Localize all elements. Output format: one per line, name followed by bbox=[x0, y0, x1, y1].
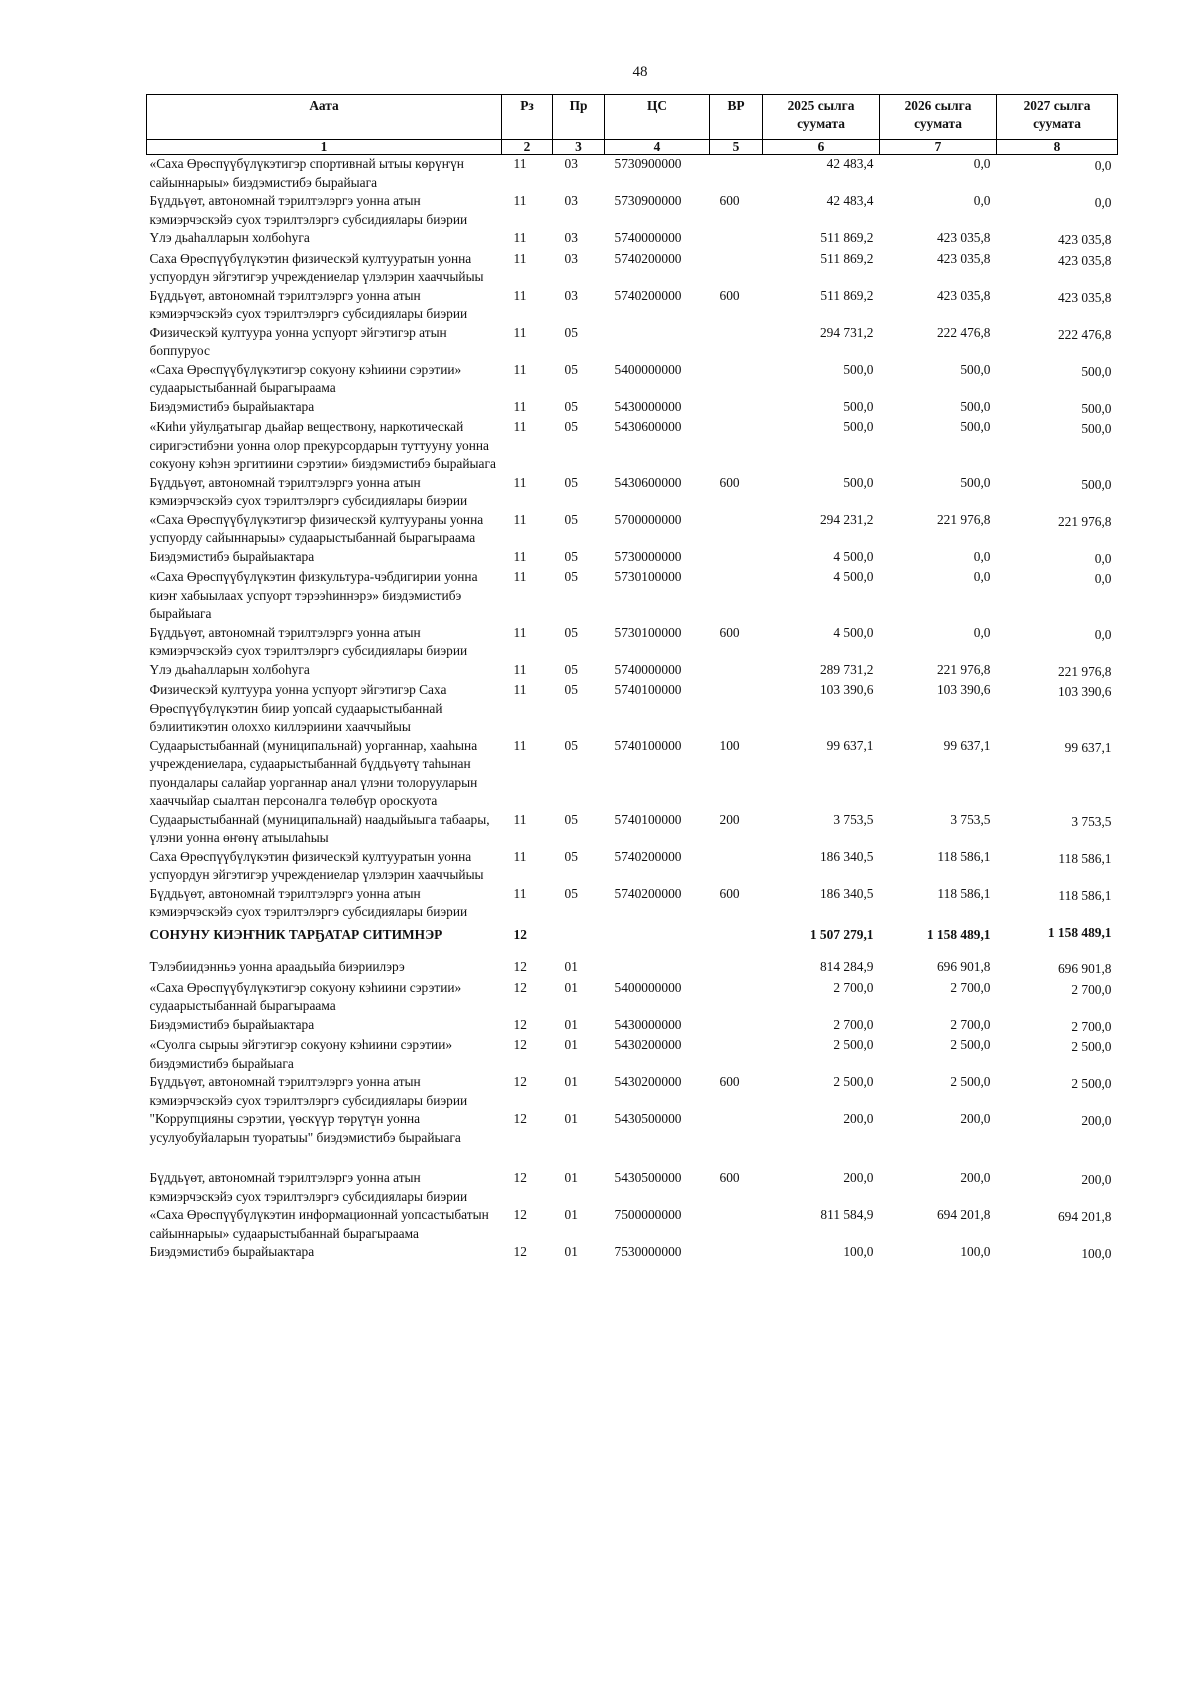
row-name: Биэдэмистибэ бырайыактара bbox=[149, 398, 315, 414]
table-row bbox=[147, 474, 1118, 511]
row-rz: 12 bbox=[513, 1244, 527, 1259]
row-amount-2027: 694 201,8 bbox=[1057, 1209, 1112, 1224]
row-pr: 01 bbox=[564, 1170, 578, 1185]
row-vr bbox=[710, 922, 763, 959]
row-vr bbox=[710, 250, 763, 287]
row-name: Бүддьүөт, автономнай тэрилтэлэргэ уонна атын кэмиэрчэскэйэ суох тэрилтэлэргэ субсидиялары биэрии bbox=[149, 1170, 468, 1204]
row-amount-2025: 99 637,1 bbox=[826, 737, 874, 753]
row-cs bbox=[605, 958, 710, 979]
header-row bbox=[147, 95, 1118, 140]
row-cs: 5430000000 bbox=[614, 1016, 682, 1032]
row-pr: 05 bbox=[564, 661, 578, 677]
row-vr: 100 bbox=[719, 737, 740, 753]
row-rz: 11 bbox=[513, 419, 527, 434]
table-row bbox=[147, 848, 1118, 885]
table-row bbox=[147, 958, 1118, 979]
table-row bbox=[147, 568, 1118, 624]
row-amount-2026: 500,0 bbox=[960, 419, 991, 434]
row-rz: 11 bbox=[513, 156, 527, 171]
row-cs: 5430200000 bbox=[614, 1074, 682, 1089]
row-amount-2027: 221 976,8 bbox=[1057, 663, 1112, 679]
row-amount-2025: 2 500,0 bbox=[833, 1074, 874, 1089]
row-cs: 5740100000 bbox=[614, 737, 682, 753]
row-rz: 12 bbox=[513, 979, 527, 995]
row-pr: 01 bbox=[564, 1037, 578, 1052]
row-amount-2027: 222 476,8 bbox=[1057, 326, 1112, 342]
table-row bbox=[147, 324, 1118, 361]
row-name: Биэдэмистибэ бырайыактара bbox=[149, 1016, 315, 1032]
row-vr: 600 bbox=[719, 624, 740, 640]
row-vr bbox=[710, 155, 763, 193]
table-row bbox=[147, 1016, 1118, 1037]
row-vr bbox=[710, 1036, 763, 1073]
row-name: СОНУНУ КИЭҤНИК ТАРҔАТАР СИТИМНЭР bbox=[149, 926, 443, 942]
header-rz: Рз bbox=[502, 95, 553, 140]
row-pr: 05 bbox=[564, 419, 578, 434]
row-amount-2025: 511 869,2 bbox=[820, 250, 874, 266]
row-cs: 5400000000 bbox=[614, 979, 682, 995]
row-pr: 05 bbox=[564, 324, 578, 340]
row-cs: 5730100000 bbox=[614, 624, 682, 640]
table-row bbox=[147, 1073, 1118, 1110]
row-pr: 05 bbox=[564, 811, 578, 827]
row-name: Бүддьүөт, автономнай тэрилтэлэргэ уонна атын кэмиэрчэскэйэ суох тэрилтэлэргэ субсидиялары биэрии bbox=[149, 885, 468, 919]
table-row bbox=[147, 1206, 1118, 1243]
row-name: Үлэ дьаһалларын холбоһуга bbox=[149, 230, 310, 245]
row-pr: 01 bbox=[564, 959, 578, 974]
row-rz: 12 bbox=[513, 1170, 527, 1185]
row-cs: 5430500000 bbox=[614, 1170, 682, 1185]
row-amount-2026: 1 158 489,1 bbox=[926, 926, 991, 942]
header-2026: 2026 сылга суумата bbox=[880, 95, 997, 140]
row-amount-2027: 2 700,0 bbox=[1071, 1018, 1112, 1034]
row-amount-2025: 3 753,5 bbox=[833, 811, 874, 827]
column-number: 5 bbox=[710, 140, 763, 155]
row-rz: 11 bbox=[513, 250, 527, 266]
header-2025: 2025 сылга суумата bbox=[763, 95, 880, 140]
row-cs: 5700000000 bbox=[614, 511, 682, 527]
row-amount-2027: 696 901,8 bbox=[1057, 961, 1112, 976]
row-vr: 200 bbox=[719, 811, 740, 827]
row-pr: 05 bbox=[564, 885, 578, 901]
row-amount-2025: 511 869,2 bbox=[820, 230, 874, 245]
row-name: Тэлэбиидэнньэ уонна араадьыйа биэриилэрэ bbox=[149, 959, 405, 974]
row-cs: 5430600000 bbox=[614, 474, 682, 490]
column-number: 3 bbox=[553, 140, 605, 155]
row-amount-2027: 500,0 bbox=[1081, 400, 1112, 416]
row-cs bbox=[605, 922, 710, 959]
row-amount-2027: 200,0 bbox=[1081, 1172, 1112, 1187]
row-amount-2025: 200,0 bbox=[843, 1170, 874, 1185]
row-amount-2025: 294 231,2 bbox=[819, 511, 874, 527]
row-vr bbox=[710, 681, 763, 737]
row-amount-2026: 696 901,8 bbox=[936, 959, 991, 974]
row-rz: 11 bbox=[513, 324, 527, 340]
row-amount-2026: 0,0 bbox=[973, 193, 991, 208]
row-amount-2025: 4 500,0 bbox=[833, 569, 874, 584]
row-rz: 12 bbox=[513, 1074, 527, 1089]
table-row bbox=[147, 811, 1118, 848]
row-amount-2025: 500,0 bbox=[843, 474, 874, 490]
table-row bbox=[147, 361, 1118, 398]
row-vr bbox=[710, 568, 763, 624]
row-rz: 11 bbox=[513, 193, 527, 208]
row-amount-2027: 0,0 bbox=[1094, 195, 1112, 210]
row-name: Биэдэмистибэ бырайыактара bbox=[149, 1244, 315, 1259]
table-row bbox=[147, 229, 1118, 250]
row-rz: 11 bbox=[513, 682, 527, 697]
row-cs: 5740200000 bbox=[614, 848, 682, 864]
row-amount-2025: 511 869,2 bbox=[820, 287, 874, 303]
table-row bbox=[147, 737, 1118, 811]
row-amount-2026: 0,0 bbox=[973, 569, 991, 584]
row-vr bbox=[710, 324, 763, 361]
column-number: 6 bbox=[763, 140, 880, 155]
row-amount-2027: 118 586,1 bbox=[1058, 887, 1112, 903]
row-name: Биэдэмистибэ бырайыактара bbox=[149, 548, 315, 564]
row-vr bbox=[710, 418, 763, 474]
row-cs: 5740000000 bbox=[614, 661, 682, 677]
row-vr bbox=[710, 979, 763, 1016]
row-amount-2026: 222 476,8 bbox=[936, 324, 991, 340]
row-cs: 5740000000 bbox=[614, 230, 682, 245]
row-name: Судаарыстыбаннай (муниципальнай) уорганнар, хааһына учреждениелара, судаарыстыбаннай бүддьүөтү таһынан пуондалары салайар уорганнар анал үлэни толорууларын хааччыйар сыалтан персоналга төлөбүр ороскуота bbox=[149, 737, 478, 808]
row-name: Физическэй култуура уонна успуорт эйгэтигэр атын боппуруос bbox=[149, 324, 447, 358]
row-amount-2025: 2 700,0 bbox=[833, 979, 874, 995]
row-name: Саха Өрөспүүбүлүкэтин физическэй култууратын уонна успуордун эйгэтигэр учреждениелар үлэлэрин хааччыйыы bbox=[149, 250, 484, 284]
row-amount-2025: 1 507 279,1 bbox=[809, 926, 874, 942]
row-amount-2027: 0,0 bbox=[1094, 571, 1112, 586]
row-vr: 600 bbox=[719, 1170, 740, 1185]
row-rz: 12 bbox=[513, 1037, 527, 1052]
row-cs: 5730900000 bbox=[614, 193, 682, 208]
row-amount-2025: 100,0 bbox=[843, 1244, 874, 1259]
row-pr: 03 bbox=[564, 250, 578, 266]
row-rz: 11 bbox=[513, 548, 527, 564]
row-amount-2025: 186 340,5 bbox=[819, 848, 874, 864]
row-name: «Суолга сырыы эйгэтигэр сокуону кэһиини сэрэтии» биэдэмистибэ бырайыага bbox=[149, 1037, 453, 1071]
row-amount-2026: 694 201,8 bbox=[936, 1207, 991, 1222]
table-row bbox=[147, 398, 1118, 419]
column-number: 7 bbox=[880, 140, 997, 155]
row-name: Судаарыстыбаннай (муниципальнай) наадыйыыга табаары, үлэни уонна өҥөнү атыылаһыы bbox=[149, 811, 490, 845]
row-rz: 11 bbox=[513, 811, 527, 827]
row-rz: 11 bbox=[513, 398, 527, 414]
row-name: Бүддьүөт, автономнай тэрилтэлэргэ уонна атын кэмиэрчэскэйэ суох тэрилтэлэргэ субсидиялары биэрии bbox=[149, 287, 468, 321]
row-name: Физическэй култуура уонна успуорт эйгэтигэр Саха Өрөспүүбүлүкэтин биир уопсай судаарыстыбаннай бэлиитикэтин олоххо киллэриини хааччыйыы bbox=[149, 682, 447, 734]
table-row bbox=[147, 192, 1118, 229]
row-amount-2026: 103 390,6 bbox=[936, 682, 991, 697]
row-amount-2026: 100,0 bbox=[960, 1244, 991, 1259]
row-rz: 12 bbox=[513, 1111, 527, 1126]
table-row bbox=[147, 287, 1118, 324]
row-vr bbox=[710, 511, 763, 548]
row-amount-2026: 500,0 bbox=[960, 398, 991, 414]
row-pr: 05 bbox=[564, 548, 578, 564]
table-row bbox=[147, 681, 1118, 737]
row-rz: 11 bbox=[513, 230, 527, 245]
row-pr: 05 bbox=[564, 569, 578, 584]
budget-table bbox=[146, 94, 1118, 1264]
row-vr bbox=[710, 1016, 763, 1037]
row-amount-2025: 500,0 bbox=[843, 419, 874, 434]
row-pr: 05 bbox=[564, 848, 578, 864]
header-name: Аата bbox=[147, 95, 502, 140]
column-number: 1 bbox=[147, 140, 502, 155]
row-vr: 600 bbox=[719, 193, 740, 208]
row-vr bbox=[710, 661, 763, 682]
row-amount-2025: 2 500,0 bbox=[833, 1037, 874, 1052]
row-rz: 11 bbox=[513, 569, 527, 584]
row-amount-2026: 2 500,0 bbox=[950, 1074, 991, 1089]
header-vr: ВР bbox=[710, 95, 763, 140]
row-pr: 05 bbox=[564, 361, 578, 377]
row-amount-2027: 500,0 bbox=[1081, 363, 1112, 379]
row-rz: 11 bbox=[513, 848, 527, 864]
row-amount-2027: 0,0 bbox=[1094, 158, 1112, 173]
table-row bbox=[147, 155, 1118, 193]
row-amount-2027: 0,0 bbox=[1094, 550, 1112, 566]
row-amount-2026: 500,0 bbox=[960, 361, 991, 377]
row-cs: 7500000000 bbox=[614, 1207, 682, 1222]
row-pr: 01 bbox=[564, 1016, 578, 1032]
row-vr: 600 bbox=[719, 287, 740, 303]
row-amount-2026: 423 035,8 bbox=[936, 230, 991, 245]
row-amount-2026: 0,0 bbox=[973, 156, 991, 171]
row-amount-2027: 500,0 bbox=[1081, 421, 1112, 436]
row-name: Үлэ дьаһалларын холбоһуга bbox=[149, 661, 310, 677]
row-amount-2025: 2 700,0 bbox=[833, 1016, 874, 1032]
row-pr: 03 bbox=[564, 287, 578, 303]
row-vr bbox=[710, 1110, 763, 1169]
row-rz: 11 bbox=[513, 511, 527, 527]
row-amount-2025: 814 284,9 bbox=[819, 959, 874, 974]
row-vr bbox=[710, 548, 763, 569]
row-amount-2025: 42 483,4 bbox=[826, 193, 874, 208]
row-pr: 05 bbox=[564, 398, 578, 414]
row-rz: 12 bbox=[513, 959, 527, 974]
column-number: 4 bbox=[605, 140, 710, 155]
page-number: 48 bbox=[632, 64, 648, 80]
row-pr: 05 bbox=[564, 682, 578, 697]
table-row bbox=[147, 511, 1118, 548]
row-pr: 01 bbox=[564, 1111, 578, 1126]
row-amount-2027: 118 586,1 bbox=[1058, 850, 1112, 866]
row-vr: 600 bbox=[719, 1074, 740, 1089]
table-row bbox=[147, 885, 1118, 922]
row-amount-2026: 423 035,8 bbox=[936, 250, 991, 266]
table-row bbox=[147, 1110, 1118, 1169]
row-vr bbox=[710, 361, 763, 398]
row-amount-2027: 500,0 bbox=[1081, 476, 1112, 492]
row-amount-2027: 423 035,8 bbox=[1057, 289, 1112, 305]
row-amount-2026: 2 700,0 bbox=[950, 1016, 991, 1032]
header-cs: ЦС bbox=[605, 95, 710, 140]
row-amount-2027: 3 753,5 bbox=[1071, 813, 1112, 829]
row-amount-2025: 500,0 bbox=[843, 398, 874, 414]
row-cs: 5740200000 bbox=[614, 885, 682, 901]
column-number-row bbox=[147, 140, 1118, 155]
row-name: «Саха Өрөспүүбүлүкэтин информационнай уопсастыбатын сайыннарыы» судаарыстыбаннай бырагыраама bbox=[149, 1207, 489, 1241]
row-amount-2027: 423 035,8 bbox=[1057, 252, 1112, 268]
row-amount-2027: 99 637,1 bbox=[1064, 739, 1112, 755]
table-row bbox=[147, 548, 1118, 569]
row-name: Бүддьүөт, автономнай тэрилтэлэргэ уонна атын кэмиэрчэскэйэ суох тэрилтэлэргэ субсидиялары биэрии bbox=[149, 624, 468, 658]
row-pr: 01 bbox=[564, 979, 578, 995]
row-amount-2026: 423 035,8 bbox=[936, 287, 991, 303]
row-amount-2027: 221 976,8 bbox=[1057, 513, 1112, 529]
column-number: 2 bbox=[502, 140, 553, 155]
row-pr: 03 bbox=[564, 156, 578, 171]
row-name: Бүддьүөт, автономнай тэрилтэлэргэ уонна атын кэмиэрчэскэйэ суох тэрилтэлэргэ субсидиялары биэрии bbox=[149, 1074, 468, 1108]
row-amount-2027: 423 035,8 bbox=[1057, 232, 1112, 247]
row-name: «Саха Өрөспүүбүлүкэтигэр сокуону кэһиини сэрэтии» судаарыстыбаннай бырагыраама bbox=[149, 361, 462, 395]
table-row bbox=[147, 922, 1118, 959]
table-row bbox=[147, 1243, 1118, 1264]
header-2027: 2027 сылга суумата bbox=[997, 95, 1118, 140]
row-amount-2026: 0,0 bbox=[973, 624, 991, 640]
table-row bbox=[147, 661, 1118, 682]
row-cs: 5740100000 bbox=[614, 811, 682, 827]
row-pr: 05 bbox=[564, 511, 578, 527]
column-number: 8 bbox=[997, 140, 1118, 155]
row-pr bbox=[553, 922, 605, 959]
table-row bbox=[147, 624, 1118, 661]
row-amount-2026: 99 637,1 bbox=[943, 737, 991, 753]
row-amount-2027: 200,0 bbox=[1081, 1113, 1112, 1128]
row-pr: 01 bbox=[564, 1207, 578, 1222]
row-cs: 5730100000 bbox=[614, 569, 682, 584]
row-pr: 01 bbox=[564, 1074, 578, 1089]
row-amount-2026: 2 500,0 bbox=[950, 1037, 991, 1052]
row-amount-2026: 200,0 bbox=[960, 1111, 991, 1126]
row-pr: 03 bbox=[564, 230, 578, 245]
row-name: «Саха Өрөспүүбүлүкэтигэр физическэй култуураны уонна успуорду сайыннарыы» судаарыстыбаннай бырагыраама bbox=[149, 511, 484, 545]
row-pr: 05 bbox=[564, 737, 578, 753]
row-amount-2027: 0,0 bbox=[1094, 626, 1112, 642]
row-name: Бүддьүөт, автономнай тэрилтэлэргэ уонна атын кэмиэрчэскэйэ суох тэрилтэлэргэ субсидиялары биэрии bbox=[149, 474, 468, 508]
row-name: «Саха Өрөспүүбүлүкэтигэр спортивнай ытыы көрүҥүн сайыннарыы» биэдэмистибэ бырайыага bbox=[149, 156, 464, 190]
row-cs: 5730000000 bbox=[614, 548, 682, 564]
row-amount-2027: 2 500,0 bbox=[1071, 1039, 1112, 1054]
row-pr: 05 bbox=[564, 624, 578, 640]
row-name: Бүддьүөт, автономнай тэрилтэлэргэ уонна атын кэмиэрчэскэйэ суох тэрилтэлэргэ субсидиялары биэрии bbox=[149, 193, 468, 227]
row-rz: 11 bbox=[513, 737, 527, 753]
row-name: Саха Өрөспүүбүлүкэтин физическэй култууратын уонна успуордун эйгэтигэр учреждениелар үлэлэрин хааччыйыы bbox=[149, 848, 484, 882]
row-cs: 5430000000 bbox=[614, 398, 682, 414]
row-cs: 5400000000 bbox=[614, 361, 682, 377]
row-amount-2025: 4 500,0 bbox=[833, 624, 874, 640]
row-amount-2026: 500,0 bbox=[960, 474, 991, 490]
row-amount-2027: 1 158 489,1 bbox=[1047, 924, 1112, 940]
table-row bbox=[147, 250, 1118, 287]
row-rz: 11 bbox=[513, 361, 527, 377]
row-pr: 05 bbox=[564, 474, 578, 490]
row-amount-2025: 186 340,5 bbox=[819, 885, 874, 901]
table-body bbox=[147, 155, 1118, 1264]
row-rz: 12 bbox=[513, 926, 527, 942]
row-amount-2026: 118 586,1 bbox=[937, 885, 991, 901]
row-cs: 5430200000 bbox=[614, 1037, 682, 1052]
row-amount-2026: 0,0 bbox=[973, 548, 991, 564]
row-amount-2025: 103 390,6 bbox=[819, 682, 874, 697]
row-amount-2025: 294 731,2 bbox=[819, 324, 874, 340]
row-name: «Саха Өрөспүүбүлүкэтин физкультура-чэбдигирии уонна киэҥ хабыылаах успуорт тэрээһиннэрэ» биэдэмистибэ бырайыага bbox=[149, 569, 478, 621]
row-vr bbox=[710, 848, 763, 885]
row-vr: 600 bbox=[719, 885, 740, 901]
row-rz: 11 bbox=[513, 287, 527, 303]
table-row bbox=[147, 979, 1118, 1016]
row-rz: 11 bbox=[513, 624, 527, 640]
row-cs: 5730900000 bbox=[614, 156, 682, 171]
row-amount-2026: 221 976,8 bbox=[936, 661, 991, 677]
row-amount-2025: 289 731,2 bbox=[819, 661, 874, 677]
row-rz: 11 bbox=[513, 885, 527, 901]
row-amount-2025: 500,0 bbox=[843, 361, 874, 377]
row-amount-2026: 3 753,5 bbox=[950, 811, 991, 827]
row-amount-2027: 2 700,0 bbox=[1071, 981, 1112, 997]
row-name: "Коррупцияны сэрэтии, үөскүүр төрүтүн уонна усулуобуйаларын туоратыы" биэдэмистибэ бырайыага bbox=[149, 1111, 461, 1145]
row-vr: 600 bbox=[719, 474, 740, 490]
row-vr bbox=[710, 229, 763, 250]
row-rz: 12 bbox=[513, 1016, 527, 1032]
row-vr bbox=[710, 1243, 763, 1264]
row-cs: 5430600000 bbox=[614, 419, 682, 434]
row-pr: 01 bbox=[564, 1244, 578, 1259]
row-amount-2025: 811 584,9 bbox=[820, 1207, 874, 1222]
row-amount-2025: 4 500,0 bbox=[833, 548, 874, 564]
row-amount-2027: 100,0 bbox=[1081, 1246, 1112, 1261]
row-cs: 5740200000 bbox=[614, 250, 682, 266]
table-row bbox=[147, 1169, 1118, 1206]
row-vr bbox=[710, 1206, 763, 1243]
header-pr: Пр bbox=[553, 95, 605, 140]
table-row bbox=[147, 1036, 1118, 1073]
row-amount-2026: 2 700,0 bbox=[950, 979, 991, 995]
row-amount-2026: 118 586,1 bbox=[937, 848, 991, 864]
row-rz: 11 bbox=[513, 474, 527, 490]
row-cs bbox=[605, 324, 710, 361]
row-name: «Киһи уйулҕатыгар дьайар веществону, наркотическай сиригэстибэни уонна олор прекурсордарын туттууну уонна сокуону кэһэн эргитиини сэрэтии» биэдэмистибэ бырайыага bbox=[149, 419, 496, 471]
row-amount-2027: 2 500,0 bbox=[1071, 1076, 1112, 1091]
table-row bbox=[147, 418, 1118, 474]
row-vr bbox=[710, 398, 763, 419]
row-rz: 11 bbox=[513, 661, 527, 677]
row-cs: 5430500000 bbox=[614, 1111, 682, 1126]
row-amount-2027: 103 390,6 bbox=[1057, 684, 1112, 699]
row-amount-2026: 221 976,8 bbox=[936, 511, 991, 527]
row-amount-2026: 200,0 bbox=[960, 1170, 991, 1185]
row-cs: 7530000000 bbox=[614, 1244, 682, 1259]
row-cs: 5740100000 bbox=[614, 682, 682, 697]
row-pr: 03 bbox=[564, 193, 578, 208]
row-rz: 12 bbox=[513, 1207, 527, 1222]
row-name: «Саха Өрөспүүбүлүкэтигэр сокуону кэһиини сэрэтии» судаарыстыбаннай бырагыраама bbox=[149, 979, 462, 1013]
row-cs: 5740200000 bbox=[614, 287, 682, 303]
row-vr bbox=[710, 958, 763, 979]
row-amount-2025: 200,0 bbox=[843, 1111, 874, 1126]
row-amount-2025: 42 483,4 bbox=[826, 156, 874, 171]
